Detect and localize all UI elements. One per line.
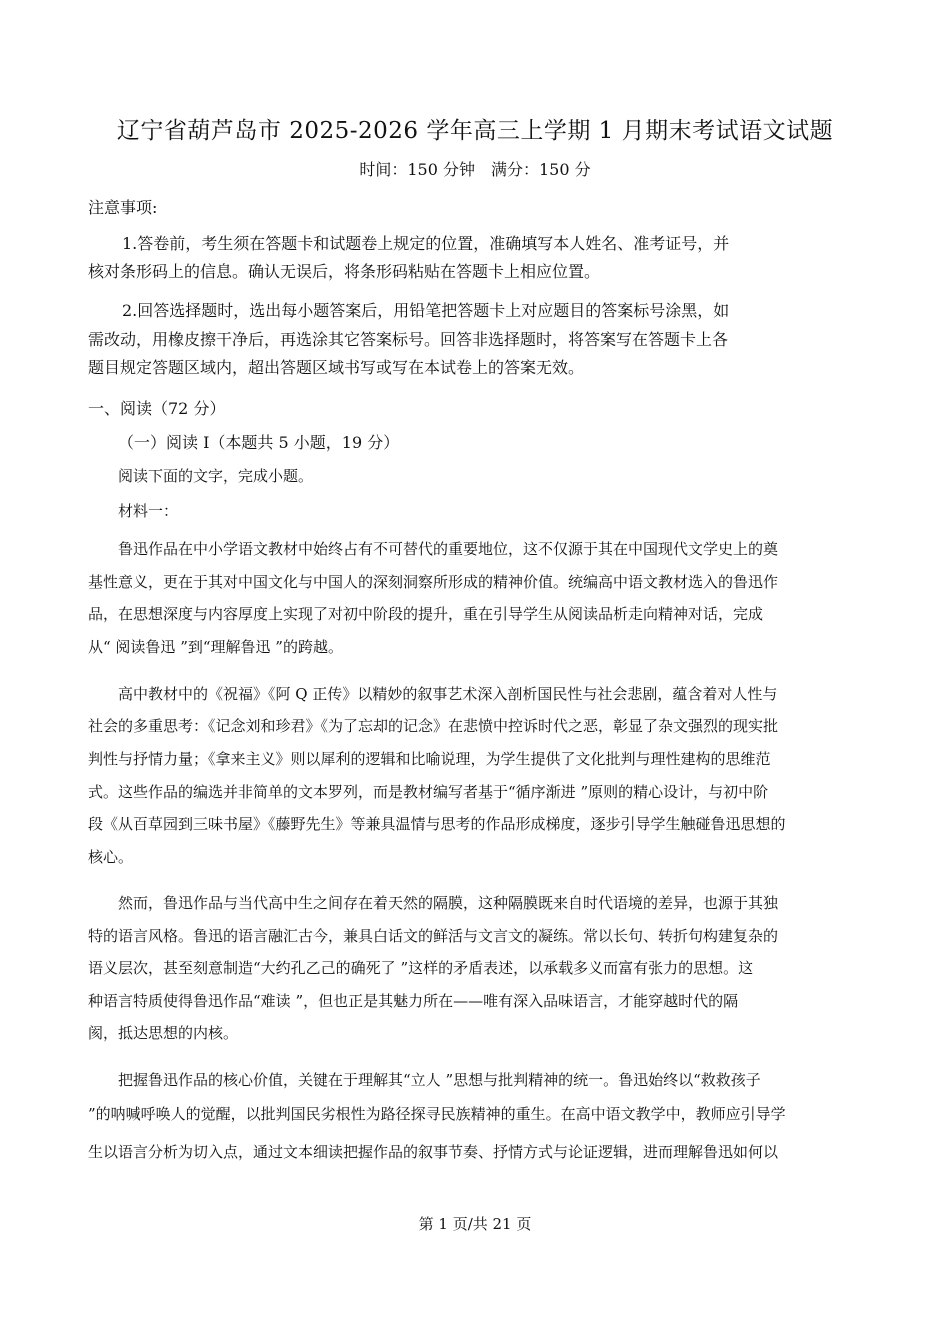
notice-item-2-line: 题目规定答题区域内，超出答题区域书写或写在本试卷上的答案无效。 bbox=[88, 358, 585, 377]
paragraph-line: ”的呐喊呼唤人的觉醒，以批判国民劣根性为路径探寻民族精神的重生。在高中语文教学中，教师应引导学 bbox=[88, 1105, 786, 1123]
paragraph-line: 品，在思想深度与内容厚度上实现了对初中阶段的提升，重在引导学生从阅读品析走向精神对话，完成 bbox=[88, 605, 764, 623]
paragraph-line: 生以语言分析为切入点，通过文本细读把握作品的叙事节奏、抒情方式与论证逻辑，进而理解鲁迅如何以 bbox=[88, 1143, 779, 1161]
paragraph-line: 段《从百草园到三味书屋》《藤野先生》等兼具温情与思考的作品形成梯度，逐步引导学生触碰鲁迅思想的 bbox=[88, 815, 786, 833]
paragraph-line: 高中教材中的《祝福》《阿 Q 正传》以精妙的叙事艺术深入剖析国民性与社会悲剧，蕴含着对人性与 bbox=[118, 685, 778, 703]
paragraph-line: 基性意义，更在于其对中国文化与中国人的深刻洞察所形成的精神价值。统编高中语文教材选入的鲁迅作 bbox=[88, 573, 779, 591]
paragraph-line: 语义层次，甚至刻意制造“大约孔乙己的确死了 ”这样的矛盾表述，以承载多义而富有张力的思想。这 bbox=[88, 959, 754, 977]
notice-heading: 注意事项: bbox=[88, 198, 158, 217]
paragraph-line: 种语言特质使得鲁迅作品“难读 ”，但也正是其魅力所在——唯有深入品味语言，才能穿越时代的隔 bbox=[88, 992, 739, 1010]
paragraph-line: 把握鲁迅作品的核心价值，关键在于理解其“立人 ”思想与批判精神的统一。鲁迅始终以“救救孩子 bbox=[118, 1071, 761, 1089]
paragraph-line: 特的语言风格。鲁迅的语言融汇古今，兼具白话文的鲜活与文言文的凝练。常以长句、转折句构建复杂的 bbox=[88, 927, 779, 945]
section-subheading: （一）阅读 I（本题共 5 小题，19 分） bbox=[118, 433, 400, 452]
reading-instruction: 阅读下面的文字，完成小题。 bbox=[118, 467, 314, 485]
exam-time-score: 时间：150 分钟 满分：150 分 bbox=[359, 160, 591, 179]
page-title: 辽宁省葫芦岛市 2025-2026 学年高三上学期 1 月期末考试语文试题 bbox=[116, 118, 834, 144]
material-label: 材料一： bbox=[118, 502, 179, 520]
paragraph-line: 然而，鲁迅作品与当代高中生之间存在着天然的隔膜，这种隔膜既来自时代语境的差异，也源于其独 bbox=[118, 894, 779, 912]
notice-item-1-line: 1.答卷前，考生须在答题卡和试题卷上规定的位置，准确填写本人姓名、准考证号，并 bbox=[122, 234, 730, 253]
paragraph-line: 判性与抒情力量；《拿来主义》则以犀利的逻辑和比喻说理，为学生提供了文化批判与理性建构的思维范 bbox=[88, 750, 771, 768]
section-heading: 一、阅读（72 分） bbox=[88, 399, 226, 418]
paragraph-line: 从“ 阅读鲁迅 ”到“理解鲁迅 ”的跨越。 bbox=[88, 638, 343, 656]
notice-item-2-line: 需改动，用橡皮擦干净后，再选涂其它答案标号。回答非选择题时，将答案写在答题卡上各 bbox=[88, 330, 729, 349]
page-number: 第 1 页/共 21 页 bbox=[418, 1215, 532, 1233]
notice-item-1-line: 核对条形码上的信息。确认无误后，将条形码粘贴在答题卡上相应位置。 bbox=[88, 262, 601, 281]
paragraph-line: 核心。 bbox=[88, 848, 134, 866]
paragraph-line: 阂，抵达思想的内核。 bbox=[88, 1024, 239, 1042]
paragraph-line: 鲁迅作品在中小学语文教材中始终占有不可替代的重要地位，这不仅源于其在中国现代文学史上的奠 bbox=[118, 540, 779, 558]
paragraph-line: 式。这些作品的编选并非简单的文本罗列，而是教材编写者基于“循序渐进 ”原则的精心设计，与初中阶 bbox=[88, 783, 769, 801]
notice-item-2-line: 2.回答选择题时，选出每小题答案后，用铅笔把答题卡上对应题目的答案标号涂黑，如 bbox=[122, 301, 730, 320]
paragraph-line: 社会的多重思考：《记念刘和珍君》《为了忘却的记念》在悲愤中控诉时代之恶，彰显了杂文强烈的现实批 bbox=[88, 717, 779, 735]
